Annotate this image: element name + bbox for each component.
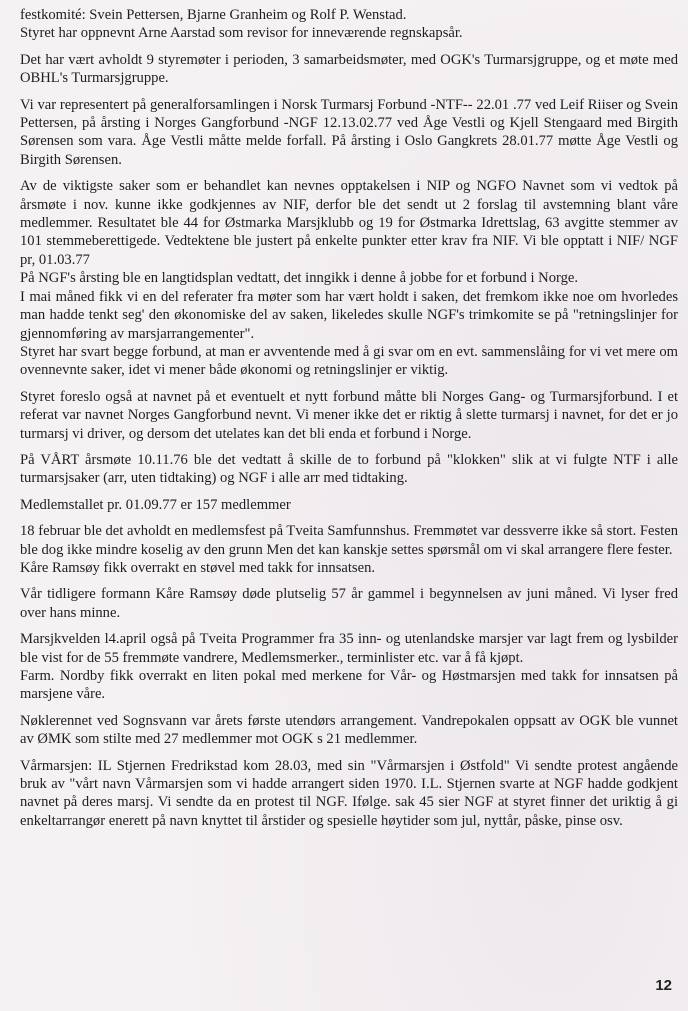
paragraph [20, 522, 678, 577]
paragraph [20, 6, 678, 43]
paragraph-text: Medlemstallet pr. 01.09.77 er 157 medlemmer [20, 496, 291, 513]
document-body [20, 6, 678, 838]
paragraph [20, 585, 678, 622]
paragraph [20, 177, 678, 379]
paragraph-text: Farm. Nordby fikk overrakt en liten pokal med merkene for Vår- og Høstmarsjen med takk for innsatsen på marsjene våre. [20, 668, 678, 703]
page-number: 12 [655, 977, 672, 994]
paragraph-text: Vårmarsjen: IL Stjernen Fredrikstad kom 28.03, med sin "Vårmarsjen i Østfold" Vi sendte protest angående bruk av "vårt navn Vårmarsjen som vi hadde arrangert siden 1970. I.L. Stjernen svarte at NGF hadde godkjent navnet på deres marsj. Vi sendte da en protest til NGF. Ifølge. sak 45 sier NGF at styret finner det uriktig å gi enkeltarrangør enerett på navn knyttet til årstider og spesielle høytider som jul, nyttår, påske, pinse osv. [20, 757, 678, 829]
paragraph [20, 712, 678, 749]
paragraph-text: Styret har oppnevnt Arne Aarstad som revisor for inneværende regnskapsår. [20, 25, 463, 42]
paragraph-text: Vår tidligere formann Kåre Ramsøy døde plutselig 57 år gammel i begynnelsen av juni måned. Vi lyser fred over hans minne. [20, 586, 678, 621]
paragraph-text: festkomité: Svein Pettersen, Bjarne Granheim og Rolf P. Wenstad. [20, 7, 407, 23]
paragraph-text: På VÅRT årsmøte 10.11.76 ble det vedtatt å skille de to forbund på "klokken" slik at vi fulgte NTF i alle turmarsjsaker (arr, uten tidtaking) og NGF i alle arr med tidtaking. [20, 451, 678, 487]
paragraph [20, 496, 678, 514]
paragraph-text: Styret har svart begge forbund, at man er avventende med å gi svar om en evt. sammenslåing for vi vet mere om ovennevnte saker, idet vi mener både økonomi og retningslinjer er viktig. [20, 343, 678, 379]
paragraph [20, 757, 678, 831]
paragraph-text: Kåre Ramsøy fikk overrakt en støvel med takk for innsatsen. [20, 559, 376, 576]
paragraph-text: I mai måned fikk vi en del referater fra møter som har vært holdt i saken, det fremkom ikke noe om hvorledes man hadde tenkt seg' den økonomiske del av saken, likeledes skulle NGF's trimkomite se på "retningslinjer for gjennomføring av marsjarrangementer". [20, 288, 678, 342]
paragraph-text: På NGF's årsting ble en langtidsplan vedtatt, det inngikk i denne å jobbe for et forbund i Norge. [20, 270, 579, 287]
paragraph-text: Av de viktigste saker som er behandlet kan nevnes opptakelsen i NIP og NGFO Navnet som vi vedtok på årsmøte i nov. kunne ikke godkjennes av NIF, derfor ble det sendt ut 2 forslag til avstemning blant våre medlemmer. Resultatet ble 44 for Østmarka Marsjklubb og 19 for Østmarka Idrettslag, 63 avgitte stemmer av 101 stemmeberettigede. Vedtektene ble justert på enkelte punkter etter krav fra NIF. Vi ble opptatt i NIF/ NGF pr, 01.03.77 [20, 178, 678, 268]
paragraph [20, 451, 678, 488]
paragraph-text: Nøklerennet ved Sognsvann var årets første utendørs arrangement. Vandrepokalen oppsatt av OGK ble vunnet av ØMK som stilte med 27 medlemmer mot OGK s 21 medlemmer. [20, 712, 678, 748]
paragraph [20, 51, 678, 88]
paragraph-text: Marsjkvelden l4.april også på Tveita Programmer fra 35 inn- og utenlandske marsjer var lagt frem og lysbilder ble vist for de 55 fremmøte vandrere, Medlemsmerker., terminlister etc. var å få kjøpt. [20, 631, 678, 666]
paragraph [20, 630, 678, 704]
paragraph [20, 96, 678, 170]
paragraph-text: Det har vært avholdt 9 styremøter i perioden, 3 samarbeidsmøter, med OGK's Turmarsjgruppe, og et møte med OBHL's Turmarsjgruppe. [20, 51, 678, 87]
paragraph [20, 388, 678, 443]
paragraph-text: Vi var representert på generalforsamlingen i Norsk Turmarsj Forbund -NTF-- 22.01 .77 ved Leif Riiser og Svein Pettersen, på årsting i Norges Gangforbund -NGF 12.13.02.77 ved Åge Vestli og Kjell Stengaard med Birgith Sørensen som vara. Åge Vestli måtte melde forfall. På årsting i Oslo Gangkrets 28.01.77 møtte Åge Vestli og Birgith Sørensen. [20, 96, 678, 168]
paragraph-text: Styret foreslo også at navnet på et eventuelt et nytt forbund måtte bli Norges Gang- og Turmarsjforbund. I et referat var navnet Norges Gangforbund nevnt. Vi mener ikke det er riktig å slette turmarsj i navnet, for det er jo turmarsj vi driver, og dersom det utelates kan det bli enda et forbund i Norge. [20, 388, 678, 442]
paragraph-text: 18 februar ble det avholdt en medlemsfest på Tveita Samfunnshus. Fremmøtet var dessverre ikke så stort. Festen ble dog ikke mindre koselig av den grunn Men det kan kanskje settes spørsmål om vi skal arrangere flere fester. [20, 523, 678, 558]
